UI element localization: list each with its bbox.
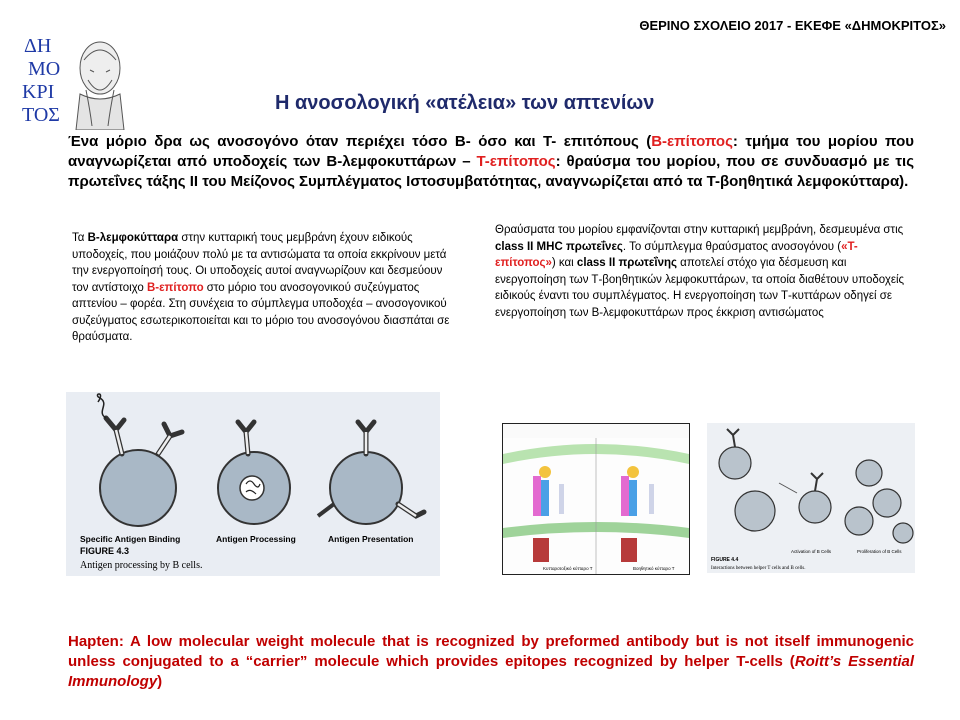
figure-4-4 xyxy=(707,423,915,573)
mhc-figure xyxy=(502,423,690,575)
right-text-b: . Το σύμπλεγμα θραύσματος ανοσογόνου ( xyxy=(622,240,842,253)
mhc-diagram xyxy=(503,424,689,574)
logo-line-3: ΚΡΙ xyxy=(22,81,55,103)
logo-line-4: ΤΟΣ xyxy=(22,104,60,126)
right-text-d: αποτελεί στόχο για δέσμευση και ενεργοποίηση των Τ-βοηθητικών λεμφοκυττάρων, τα οποία διαθέτουν υποδοχείς ειδικούς έναντι του συμπλέγματος. Η ενεργοποίηση των Τ-κυττάρων οδηγεί σε ενεργοποίηση των Β-λεμφοκυττάρων προς έκκριση αντισώματος xyxy=(495,257,905,319)
figure-4-4-label: FIGURE 4.4 xyxy=(711,557,739,563)
label-antigen-processing: Antigen Processing xyxy=(216,534,296,544)
label-antigen-presentation: Antigen Presentation xyxy=(328,534,414,544)
b-cells-term: Β-λεμφοκύτταρα xyxy=(87,232,179,244)
figure-4-3-caption: Antigen processing by B cells. xyxy=(80,560,203,571)
figure-4-3-label: FIGURE 4.3 xyxy=(80,546,130,556)
logo-line-1: ΔΗ xyxy=(24,35,52,57)
figure-4-3-diagram xyxy=(66,392,440,576)
right-text-a: Θραύσματα του μορίου εμφανίζονται στην κυτταρική μεμβράνη, δεσμευμένα στις xyxy=(495,224,904,236)
bust-icon xyxy=(76,42,124,130)
b-cell-2 xyxy=(218,422,290,524)
democritus-logo xyxy=(20,30,132,130)
b-epitope-term: Β-επίτοπο xyxy=(146,281,204,294)
intro-text-1: Ένα μόριο δρα ως ανοσογόνο όταν περιέχει τόσο Β- όσο και Τ- επιτόπους ( xyxy=(68,133,652,150)
logo-line-2: ΜΟ xyxy=(28,58,61,80)
b-cell-1 xyxy=(97,394,182,526)
mhc-protein-left xyxy=(533,466,564,562)
figure-4-3 xyxy=(66,392,440,576)
label-helper-t: Βοηθητικό κύτταρο Τ xyxy=(633,566,675,571)
b-epitope-highlight: Β-επίτοπος xyxy=(651,133,733,150)
label-specific-antigen-binding: Specific Antigen Binding xyxy=(80,534,181,544)
left-text-b: στην κυτταρική τους μεμβράνη έχουν ειδικούς υποδοχείς, που μοιάζουν πολύ με τα αντισώματα τα οποία εκκρίνουν μετά την ενεργοποίησή τους. Οι υποδοχείς αυτοί αναγνωρίζουν και δεσμεύουν τον αντίστοιχο xyxy=(72,232,447,294)
hapten-text: Hapten: A low molecular weight molecule that is recognized by preformed antibody but is not itself immunogenic unless conjugated to a “carrier” molecule which provides epitopes recognized by helper T-cells ( xyxy=(68,633,914,670)
intro-paragraph xyxy=(68,132,914,192)
label-cytotoxic-t: Κυτταροτοξικό κύτταρο Τ xyxy=(543,566,593,571)
mhc-term-2: class II πρωτεΐνης xyxy=(576,257,677,269)
mhc-term-1: class II MHC πρωτεΐνες xyxy=(495,240,623,253)
hapten-close: ) xyxy=(157,673,163,690)
right-text-c: ) και xyxy=(551,257,577,269)
right-column-text xyxy=(495,222,915,321)
label-proliferation-b-cells: Proliferation of B Cells xyxy=(857,549,902,554)
b-cell-3 xyxy=(318,422,424,524)
hapten-source: Roitt’s Essential Immunology xyxy=(68,653,914,690)
page-title: Η ανοσολογική «ατέλεια» των απτενίων xyxy=(275,92,655,114)
figure-4-4-caption: Interactions between helper T cells and B cells. xyxy=(711,566,806,571)
label-activation-b-cells: Activation of B Cells xyxy=(791,549,832,554)
intro-text-3: : θραύσμα του μορίου, που σε συνδυασμό με τις πρωτεΐνες τάξης ΙΙ του Μείζονος Συμπλέγματος Ιστοσυμβατότητας, αναγνωρίζεται από τα Τ-βοηθητικά λεμφοκύτταρα). xyxy=(68,153,915,190)
t-epitope-term: «Τ-επίτοπος» xyxy=(495,240,858,269)
t-epitope-highlight: Τ-επίτοπος xyxy=(476,153,556,170)
left-text-a: Τα xyxy=(72,232,88,244)
figure-4-4-diagram xyxy=(707,423,915,573)
mhc-protein-right xyxy=(621,466,654,562)
left-column-text xyxy=(72,230,452,346)
left-text-c: στο μόριο του ανοσογονικού συζεύγματος απτενίου – φορέα. Στη συνέχεια το σύμπλεγμα υποδοχέα – ανοσογονικού συζεύγματος εσωτερικοποιείται και το μόριο του ανοσογόνου διασπάται σε θραύσματα. xyxy=(72,281,450,343)
hapten-definition xyxy=(68,632,914,692)
header-text: ΘΕΡΙΝΟ ΣΧΟΛΕΙΟ 2017 - ΕΚΕΦΕ «ΔΗΜΟΚΡΙΤΟΣ» xyxy=(639,18,946,33)
logo-graphic xyxy=(20,30,132,130)
intro-text-2: : τμήμα του μορίου που αναγνωρίζεται από υποδοχείς των Β-λεμφοκυττάρων – xyxy=(68,133,914,170)
